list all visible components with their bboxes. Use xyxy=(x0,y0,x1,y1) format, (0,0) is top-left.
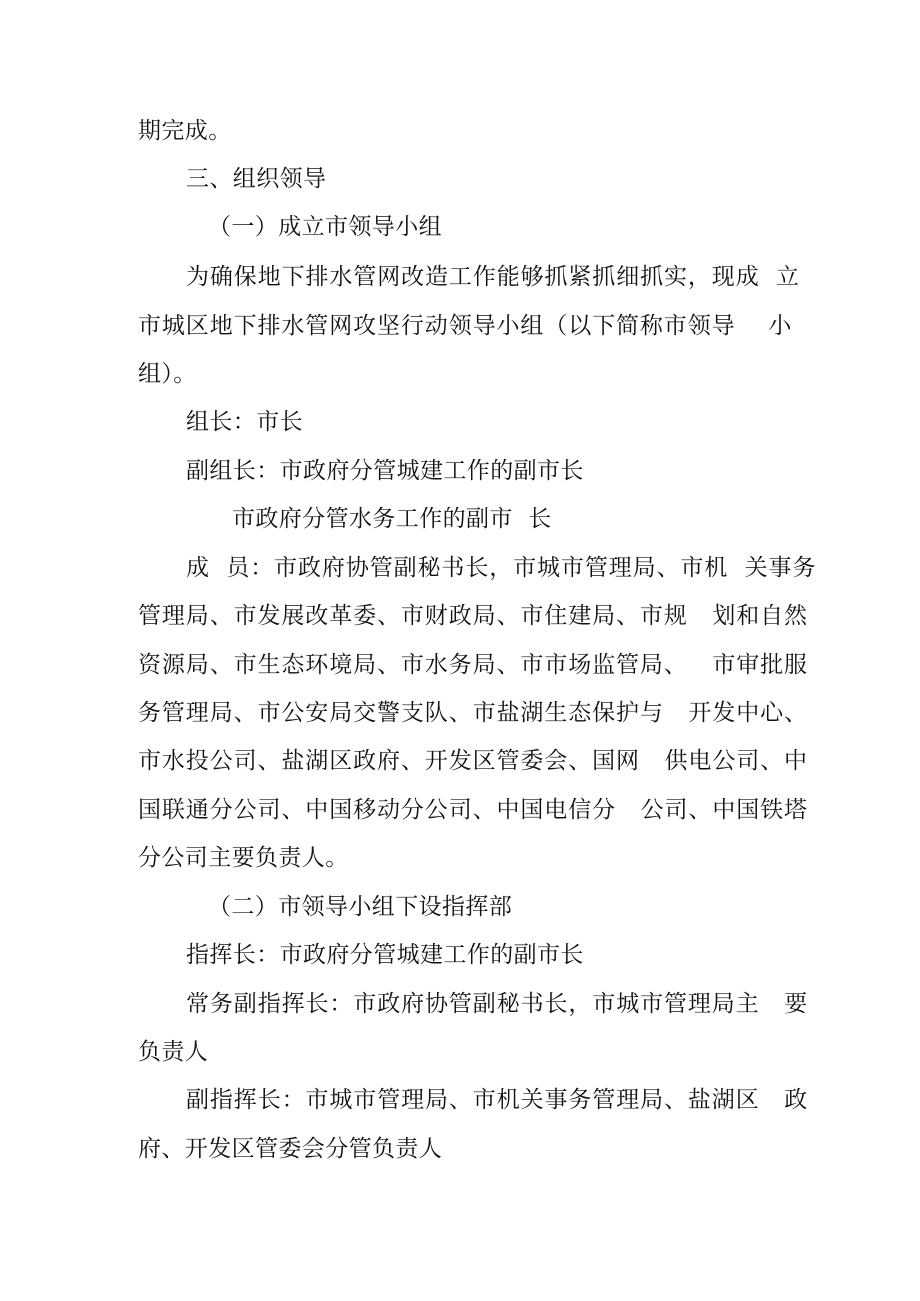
subheading-leading-group: （一）成立市领导小组 xyxy=(208,214,442,240)
deputy-leader-line: 副组长：市政府分管城建工作的副市长 xyxy=(186,458,584,484)
section-heading-organization: 三、组织领导 xyxy=(186,166,327,192)
subheading-command: （二）市领导小组下设指挥部 xyxy=(208,894,513,920)
members-line-7: 分公司主要负责人。 xyxy=(138,845,349,871)
exec-deputy-commander-line-2: 负责人 xyxy=(138,1039,209,1065)
deputy-leader-line-2: 市政府分管水务工作的副市 长 xyxy=(232,506,552,532)
deputy-commander-line-1: 副指挥长：市城市管理局、市机关事务管理局、盐湖区 政 xyxy=(186,1087,809,1113)
paragraph-line-1: 期完成。 xyxy=(138,118,232,144)
commander-line: 指挥长：市政府分管城建工作的副市长 xyxy=(186,942,584,968)
members-line-1: 成 员：市政府协管副秘书长，市城市管理局、市机 关事务 xyxy=(186,555,817,581)
members-line-3: 资源局、市生态环境局、市水务局、市市场监管局、 市审批服 xyxy=(138,652,808,678)
members-line-6: 国联通分公司、中国移动分公司、中国电信分 公司、中国铁塔 xyxy=(138,797,808,823)
deputy-commander-line-2: 府、开发区管委会分管负责人 xyxy=(138,1136,443,1162)
exec-deputy-commander-line-1: 常务副指挥长：市政府协管副秘书长，市城市管理局主 要 xyxy=(186,991,809,1017)
paragraph-line-6: 组）。 xyxy=(138,361,197,387)
paragraph-line-4: 为确保地下排水管网改造工作能够抓紧抓细抓实，现成 立 xyxy=(186,264,800,290)
paragraph-line-5: 市城区地下排水管网攻坚行动领导小组（以下简称市领导 小 xyxy=(138,313,793,339)
members-line-5: 市水投公司、盐湖区政府、开发区管委会、国网 供电公司、中 xyxy=(138,748,808,774)
members-line-2: 管理局、市发展改革委、市财政局、市住建局、市规 划和自然 xyxy=(138,603,808,629)
members-line-4: 务管理局、市公安局交警支队、市盐湖生态保护与 开发中心、 xyxy=(138,700,808,726)
group-leader-line: 组长：市长 xyxy=(186,409,303,435)
